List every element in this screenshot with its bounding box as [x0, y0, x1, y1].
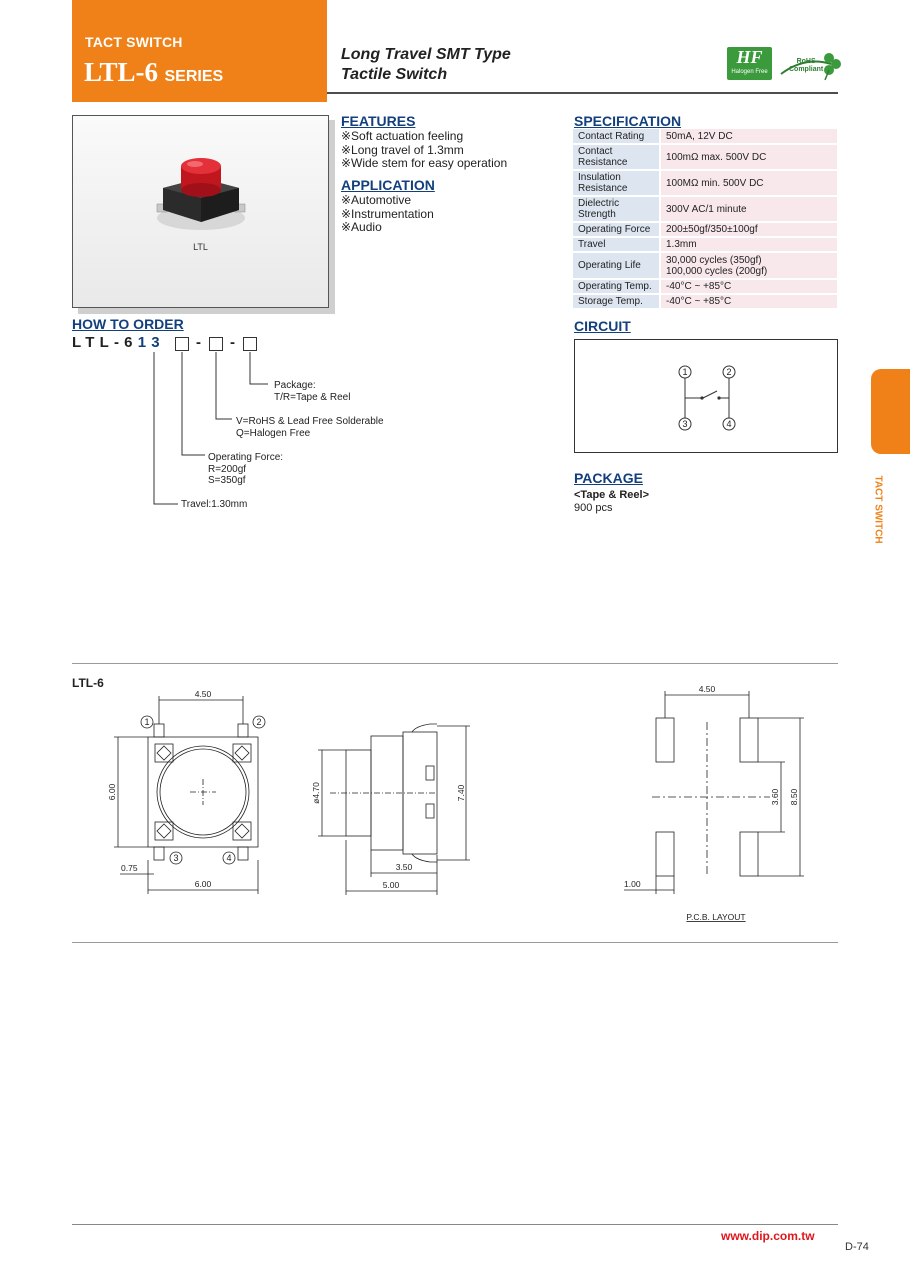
spec-value-line: 1.3mm [666, 239, 697, 250]
spec-key-line: Storage Temp. [578, 296, 643, 307]
drawing-pin-3: 3 [173, 853, 179, 863]
order-digits: 13 [137, 334, 165, 351]
dim-height: 6.00 [107, 783, 117, 801]
series-suffix: SERIES [164, 68, 224, 85]
material-halogen: Q=Halogen Free [236, 427, 311, 439]
website-link[interactable]: www.dip.com.tw [721, 1229, 815, 1243]
spec-value-line: 50mA, 12V DC [666, 130, 733, 142]
how-to-order-heading: HOW TO ORDER [72, 316, 184, 332]
order-dash: - [230, 334, 235, 351]
material-rohs: V=RoHS & Lead Free Solderable [236, 416, 384, 427]
subtitle-line-2: Tactile Switch [341, 66, 448, 83]
pcb-layout-caption: P.C.B. LAYOUT [686, 912, 746, 922]
spec-value-line: -40°C ~ +85°C [666, 281, 732, 292]
spec-key-line: Contact [578, 146, 613, 157]
force-s: S=350gf [208, 475, 246, 486]
rohs-line-1: RoHS [796, 58, 816, 65]
side-tab-label: TACT SWITCH [872, 475, 884, 544]
drawing-top-rule [72, 663, 838, 664]
travel-option: Travel:1.30mm [181, 499, 248, 510]
list-item: ※Long travel of 1.3mm [341, 142, 464, 157]
application-heading: APPLICATION [341, 177, 435, 193]
dim-total-depth: 5.00 [382, 880, 400, 890]
spec-value-line: 300V AC/1 minute [666, 203, 747, 215]
category-label: TACT SWITCH [85, 34, 183, 50]
circuit-diagram [574, 339, 838, 453]
package-option [274, 380, 350, 403]
dim-bottom-width: 6.00 [194, 879, 212, 889]
footer-rule [72, 1224, 838, 1225]
order-dash: - [196, 334, 201, 351]
circuit-pin-1: 1 [682, 367, 688, 377]
page-number: D-74 [845, 1241, 869, 1253]
spec-key-line: Resistance [578, 183, 628, 194]
package-heading: PACKAGE [574, 470, 643, 486]
spec-key-line: Operating Temp. [578, 281, 652, 292]
spec-key-line: Strength [578, 209, 616, 220]
force-option [208, 452, 283, 487]
material-option [236, 416, 384, 439]
spec-value-line: 100MΩ min. 500V DC [666, 177, 764, 189]
circuit-svg [575, 340, 839, 454]
subtitle-line-1: Long Travel SMT Type [341, 46, 511, 63]
package-label: Package: [274, 380, 316, 391]
list-item: ※Soft actuation feeling [341, 129, 464, 143]
model-name: LTL-6 [84, 57, 159, 87]
order-prefix: LTL-6 [72, 334, 138, 351]
spec-key-line: Resistance [578, 157, 628, 168]
spec-key-line: Operating Life [578, 260, 641, 271]
spec-value-line: 200±50gf/350±100gf [666, 224, 758, 235]
rohs-line-2: Compliant [789, 66, 824, 73]
dimension-drawing [0, 680, 910, 930]
list-item: ※Instrumentation [341, 206, 434, 221]
dim-pcb-pad: 1.00 [624, 879, 641, 889]
spec-key-line: Operating Force [578, 224, 651, 235]
package-type: <Tape & Reel> [574, 489, 649, 501]
force-r: R=200gf [208, 463, 247, 475]
spec-value-line: 100mΩ max. 500V DC [666, 151, 767, 163]
circuit-pin-2: 2 [726, 367, 732, 377]
spec-key-line: Dielectric [578, 198, 620, 209]
dim-body-depth: 3.50 [395, 862, 413, 872]
circuit-pin-3: 3 [682, 419, 688, 429]
dim-pcb-inner: 3.60 [770, 788, 780, 806]
hf-text: Halogen Free [731, 69, 768, 75]
drawing-bottom-rule [72, 942, 838, 943]
list-item: ※Automotive [341, 193, 412, 207]
package-value: T/R=Tape & Reel [274, 391, 351, 403]
dim-top-width: 4.50 [194, 689, 212, 699]
features-heading: FEATURES [341, 113, 416, 129]
spec-key-line: Insulation [578, 172, 621, 183]
circuit-pin-4: 4 [726, 419, 732, 429]
list-item: ※Wide stem for easy operation [341, 156, 508, 170]
spec-value-line: 100,000 cycles (200gf) [666, 265, 768, 277]
dim-stem-dia: ø4.70 [311, 782, 321, 804]
list-item: ※Audio [341, 220, 382, 234]
dim-pcb-outer: 8.50 [789, 788, 799, 806]
specification-heading: SPECIFICATION [574, 113, 682, 129]
side-tab [871, 369, 910, 454]
package-qty: 900 pcs [574, 502, 613, 514]
dim-pcb-width: 4.50 [698, 684, 716, 694]
circuit-heading: CIRCUIT [574, 318, 631, 334]
spec-value-line: -40°C ~ +85°C [666, 296, 732, 307]
spec-key-line: Contact Rating [578, 130, 645, 142]
drawing-pin-4: 4 [226, 853, 232, 863]
drawing-pin-2: 2 [256, 717, 262, 727]
photo-caption: LTL [193, 242, 208, 252]
force-label: Operating Force: [208, 452, 284, 463]
hf-mark: HF [736, 47, 763, 67]
spec-key-line: Travel [578, 239, 606, 250]
dim-pad-offset: 0.75 [121, 863, 138, 873]
dim-total-height: 7.40 [456, 784, 466, 802]
drawing-title: LTL-6 [72, 676, 104, 690]
order-leader-lines [0, 0, 910, 560]
drawing-pin-1: 1 [144, 717, 150, 727]
spec-value-line: 30,000 cycles (350gf) [666, 254, 762, 266]
